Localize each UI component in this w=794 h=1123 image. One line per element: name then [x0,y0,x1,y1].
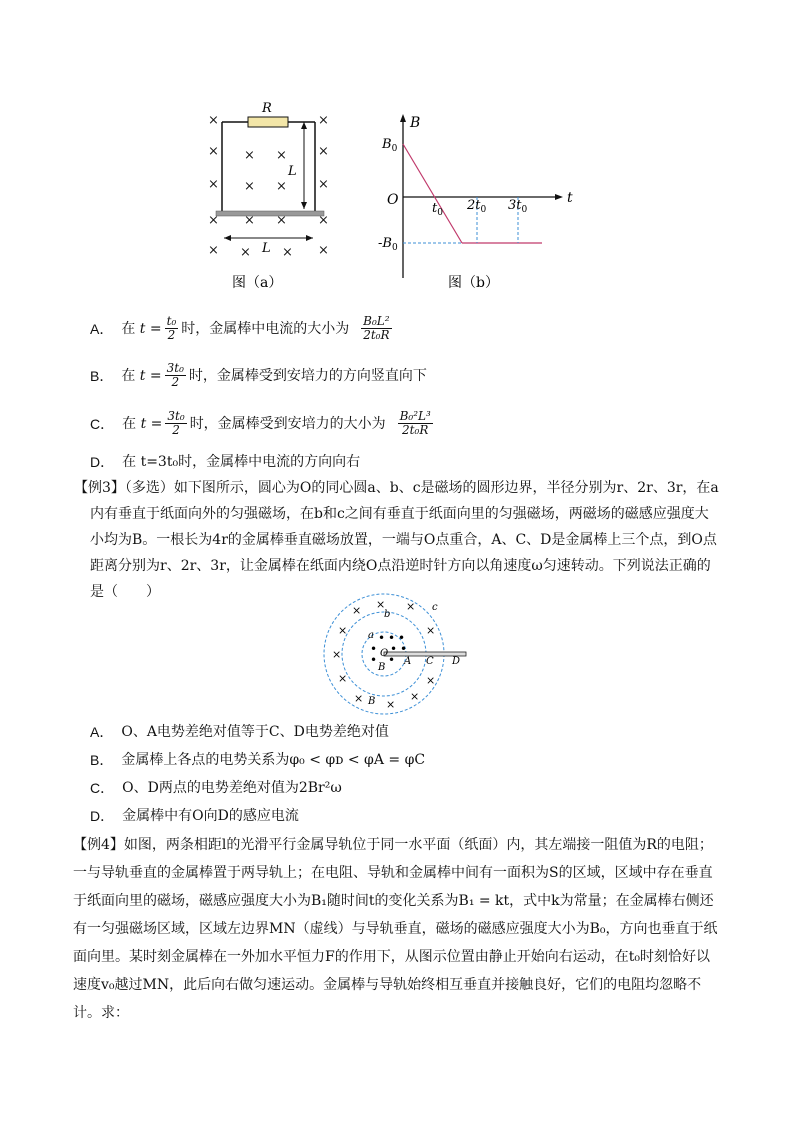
svg-text:×: × [426,624,436,637]
svg-text:•: • [388,653,396,667]
x-axis-label: t [567,190,573,206]
field-cross: × [318,144,329,159]
figure-a-caption: 图（a） [232,275,283,291]
ex3-option-a: A． O、A电势差绝对值等于C、D电势差绝对值 [90,724,389,740]
svg-text:•: • [390,642,398,656]
field-cross: × [318,113,329,128]
field-cross: × [208,113,219,128]
field-cross: × [276,213,287,228]
svg-text:×: × [332,648,342,661]
2t0-tick: $2t_0$ [467,198,487,215]
svg-text:×: × [426,674,436,687]
svg-text:×: × [354,692,364,705]
svg-text:•: • [388,631,396,645]
field-cross: × [240,245,251,260]
svg-text:×: × [338,672,348,685]
field-cross: × [282,245,293,260]
neg-b0-label: $-B_0$ [378,236,398,253]
svg-text:O: O [380,648,389,659]
metal-rod [216,211,324,216]
ex3-option-d: D． 金属棒中有O向D的感应电流 [90,808,299,824]
ex2-option-a: A． 在 t = $\frac{\text{t₀}}{2}$ 时，金属棒中电流的大小为 $\frac{\text{B₀L²}}{\text{2t₀R}}$ [90,314,390,342]
svg-text:A: A [404,656,412,667]
svg-text:•: • [398,631,406,645]
field-cross: × [208,243,219,258]
ex2-option-d: D． 在 t=3t₀时，金属棒中电流的方向向右 [90,454,361,470]
svg-text:•: • [370,642,378,656]
field-cross: × [208,213,219,228]
ex3-figure [322,592,472,716]
svg-text:•: • [370,653,378,667]
svg-text:×: × [386,698,396,711]
svg-text:•: • [400,642,408,656]
3t0-tick: $3t_0$ [508,198,528,215]
t0-tick: $t_0$ [432,201,443,218]
svg-text:a: a [368,630,374,641]
svg-text:×: × [352,604,362,617]
field-cross: × [318,177,329,192]
ex3-option-c: C． O、D两点的电势差绝对值为2Br²ω [90,780,342,796]
svg-text:B: B [368,696,376,707]
svg-text:D: D [452,656,461,667]
figure-a [200,95,340,295]
svg-text:C: C [426,656,434,667]
figure-b [370,110,590,295]
svg-text:B: B [378,662,386,673]
svg-text:×: × [406,600,416,613]
b0-label: $B_0$ [382,137,398,154]
resistor-label: R [262,101,272,116]
field-cross: × [318,243,329,258]
field-cross: × [244,148,255,163]
svg-text:×: × [410,690,420,703]
field-cross: × [244,213,255,228]
field-cross: × [208,144,219,159]
field-cross: × [276,148,287,163]
field-cross: × [244,179,255,194]
resistor [248,117,288,127]
y-axis-label: B [410,115,421,131]
figure-b-caption: 图（b） [448,275,499,291]
svg-text:×: × [338,624,348,637]
svg-text:•: • [378,631,386,645]
field-cross: × [276,179,287,194]
ex4-question: 【例4】如图，两条相距l的光滑平行金属导轨位于同一水平面（纸面）内，其左端接一阻值为R的电阻；一与导轨垂直的金属棒置于两导轨上；在电阻、导轨和金属棒中间有一面积为S的区域，区域中存在垂直于纸面向里的磁场，磁感应强度大小为B₁随时间t的变化关系为B₁ = kt，式中k为常量；在金属棒右侧还有一匀强磁场区域，区域左边界MN（虚线）与导轨垂直，磁场的磁感应强度大小为B₀，方向也垂直于纸面向里。某时刻金属棒在一外加水平恒力F的作用下，从图示位置由静止开始向右运动，在t₀时刻恰好以速度v₀越过MN，此后向右做匀速运动。金属棒与导轨始终相互垂直并接触良好，它们的电阻均忽略不计。求： [73,837,718,1021]
ex3-option-b: B． 金属棒上各点的电势关系为φ₀ < φᴅ < φA = φC [90,752,426,768]
field-cross: × [208,177,219,192]
side-length-label: L [288,164,297,179]
origin-label: O [387,192,399,208]
ex2-option-b: B． 在 t = $\frac{\text{3t₀}}{2}$ 时，金属棒受到安培力的方向竖直向下 [90,361,427,389]
svg-text:c: c [432,602,438,613]
b-decreasing-line [403,144,462,243]
ex2-option-c: C． 在 t = $\frac{\text{3t₀}}{2}$ 时，金属棒受到安培力的大小为 $\frac{\text{B₀²L³}}{\text{2t₀R}}$ [90,409,431,437]
ex3-question: 【例3】（多选）如下图所示，圆心为O的同心圆a、b、c是磁场的圆形边界，半径分别为r、2r、3r，在a内有垂直于纸面向外的匀强磁场，在b和c之间有垂直于纸面向里的匀强磁场，两磁场的磁感应强度大小均为B。一根长为4r的金属棒垂直磁场放置，一端与O点重合，A、C、D是金属棒上三个点，到O点距离分别为r、2r、3r，让金属棒在纸面内绕O点沿逆时针方向以角速度ω匀速转动。下列说法正确的是（ ） [74,480,719,600]
bottom-length-label: L [262,241,271,256]
svg-text:×: × [376,598,386,611]
field-cross: × [318,213,329,228]
svg-text:b: b [384,609,391,620]
